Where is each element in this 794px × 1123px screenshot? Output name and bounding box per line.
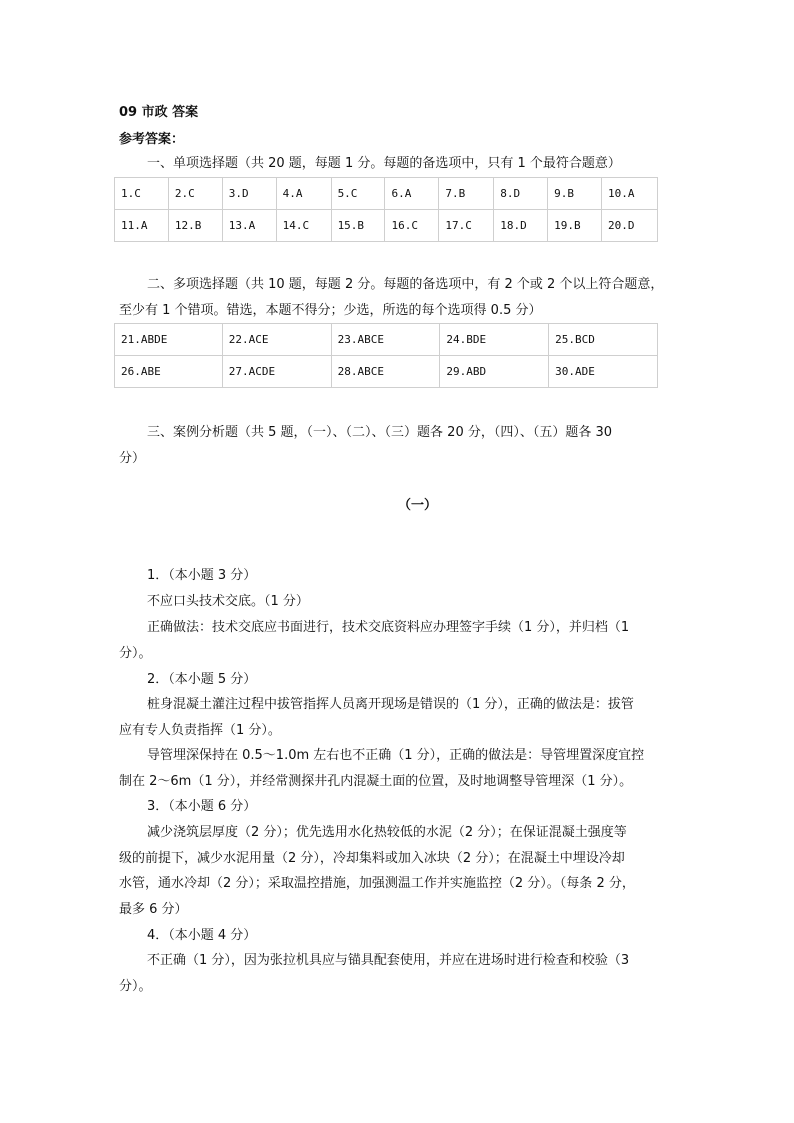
answer-text: 应有专人负责指挥（1 分）。 bbox=[119, 723, 281, 738]
answer-text: 正确做法：技术交底应书面进行，技术交底资料应办理签字手续（1 分），并归档（1 bbox=[147, 620, 630, 635]
table-cell: 30.ADE bbox=[549, 356, 658, 388]
section-2-heading-line-2: 至少有 1 个错项。错选，本题不得分；少选，所选的每个选项得 0.5 分） bbox=[119, 303, 542, 318]
section-3-heading-line-2: 分） bbox=[119, 451, 146, 466]
reference-answer-label: 参考答案： bbox=[119, 132, 185, 147]
answer-text: 制在 2～6m（1 分），并经常测探井孔内混凝土面的位置，及时地调整导管埋深（1 分）。 bbox=[119, 774, 633, 789]
table-cell: 14.C bbox=[276, 210, 331, 242]
table-cell: 25.BCD bbox=[549, 324, 658, 356]
table-cell: 6.A bbox=[385, 178, 439, 210]
table-row bbox=[115, 210, 658, 242]
table-cell: 22.ACE bbox=[222, 324, 331, 356]
table-cell: 9.B bbox=[548, 178, 602, 210]
table-cell: 26.ABE bbox=[115, 356, 223, 388]
answer-text: 减少浇筑层厚度（2 分）；优先选用水化热较低的水泥（2 分）；在保证混凝土强度等 bbox=[147, 825, 627, 840]
table-cell: 13.A bbox=[222, 210, 276, 242]
table-cell: 28.ABCE bbox=[331, 356, 440, 388]
question-4-heading: 4．（本小题 4 分） bbox=[147, 928, 257, 943]
table-cell: 29.ABD bbox=[440, 356, 549, 388]
table-cell: 17.C bbox=[439, 210, 494, 242]
case-title: （一） bbox=[398, 498, 438, 513]
answer-text: 分）。 bbox=[119, 979, 152, 994]
question-1-heading: 1．（本小题 3 分） bbox=[147, 568, 257, 583]
table-cell: 4.A bbox=[276, 178, 331, 210]
table-cell: 20.D bbox=[602, 210, 658, 242]
table-cell: 27.ACDE bbox=[222, 356, 331, 388]
question-3-heading: 3．（本小题 6 分） bbox=[147, 799, 257, 814]
table-cell: 11.A bbox=[115, 210, 169, 242]
answer-text: 级的前提下，减少水泥用量（2 分），冷却集料或加入冰块（2 分）；在混凝土中埋设冷却 bbox=[119, 851, 625, 866]
table-cell: 8.D bbox=[494, 178, 548, 210]
table-cell: 7.B bbox=[439, 178, 494, 210]
document-title: 09 市政 答案 bbox=[119, 105, 199, 120]
table-cell: 2.C bbox=[168, 178, 222, 210]
answer-text: 桩身混凝土灌注过程中拔管指挥人员离开现场是错误的（1 分），正确的做法是：拔管 bbox=[147, 697, 634, 712]
table-cell: 21.ABDE bbox=[115, 324, 223, 356]
table-cell: 18.D bbox=[494, 210, 548, 242]
table-row bbox=[115, 356, 658, 388]
answer-text: 不正确（1 分），因为张拉机具应与锚具配套使用，并应在进场时进行检查和校验（3 bbox=[147, 953, 630, 968]
table-cell: 24.BDE bbox=[440, 324, 549, 356]
answer-text: 最多 6 分） bbox=[119, 902, 188, 917]
section-3-heading-line-1: 三、案例分析题（共 5 题，（一）、（二）、（三）题各 20 分，（四）、（五）题各 30 bbox=[147, 425, 613, 440]
section-1-heading: 一、单项选择题（共 20 题，每题 1 分。每题的备选项中，只有 1 个最符合题意） bbox=[147, 156, 621, 171]
section-2-heading-line-1: 二、多项选择题（共 10 题，每题 2 分。每题的备选项中，有 2 个或 2 个以上符合题意， bbox=[147, 277, 664, 292]
answer-text: 导管埋深保持在 0.5～1.0m 左右也不正确（1 分），正确的做法是：导管埋置深度宜控 bbox=[147, 748, 645, 763]
table-cell: 10.A bbox=[602, 178, 658, 210]
table-cell: 1.C bbox=[115, 178, 169, 210]
table-cell: 15.B bbox=[331, 210, 385, 242]
table-cell: 3.D bbox=[222, 178, 276, 210]
table-cell: 12.B bbox=[168, 210, 222, 242]
single-choice-answer-table bbox=[114, 177, 658, 242]
answer-text: 分）。 bbox=[119, 646, 152, 661]
table-cell: 23.ABCE bbox=[331, 324, 440, 356]
table-row bbox=[115, 178, 658, 210]
multiple-choice-answer-table bbox=[114, 323, 658, 388]
table-cell: 19.B bbox=[548, 210, 602, 242]
table-cell: 5.C bbox=[331, 178, 385, 210]
table-row bbox=[115, 324, 658, 356]
question-2-heading: 2．（本小题 5 分） bbox=[147, 672, 257, 687]
answer-text: 不应口头技术交底。（1 分） bbox=[147, 594, 309, 609]
table-cell: 16.C bbox=[385, 210, 439, 242]
answer-text: 水管，通水冷却（2 分）；采取温控措施，加强测温工作并实施监控（2 分）。（每条 2 分， bbox=[119, 876, 635, 891]
